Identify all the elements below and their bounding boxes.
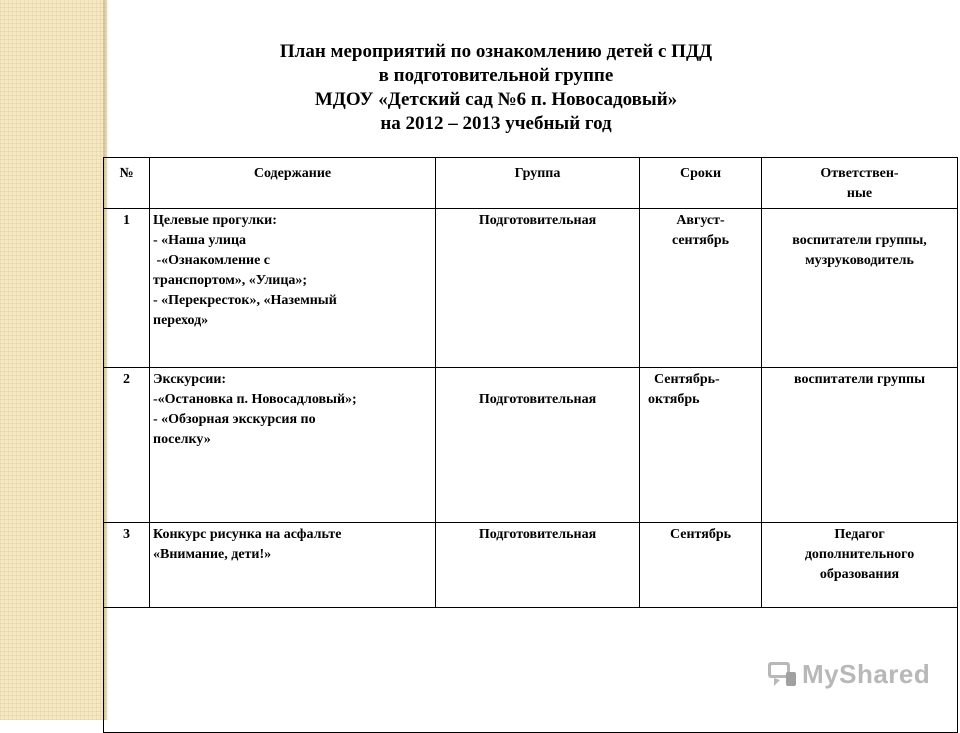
content-line: Экскурсии: (153, 372, 227, 387)
activities-table (103, 157, 958, 733)
header-group: Группа (436, 158, 640, 209)
table-row (104, 523, 958, 608)
row-timing (640, 368, 762, 523)
title-line-4: на 2012 – 2013 учебный год (380, 113, 612, 134)
row-group: Подготовительная (436, 368, 640, 523)
timing-line: Сентябрь- (654, 372, 720, 387)
header-responsible (762, 158, 958, 209)
row-timing (640, 209, 762, 368)
row-group: Подготовительная (436, 523, 640, 608)
row-timing (640, 523, 762, 608)
watermark-text: MyShared (802, 658, 931, 689)
content-line: - «Обзорная экскурсия по (153, 412, 316, 427)
content-line: -«Ознакомление с (153, 253, 271, 268)
document-title (107, 40, 885, 136)
timing-line: октябрь (648, 392, 700, 407)
row-responsible (762, 368, 958, 523)
content-line: поселку» (153, 432, 211, 447)
row-responsible (762, 523, 958, 608)
responsible-line: воспитатели группы, (792, 233, 927, 248)
table-row (104, 209, 958, 368)
myshared-watermark (766, 656, 930, 692)
content-line: «Внимание, дети!» (153, 547, 272, 562)
decorative-side-strip (0, 0, 107, 720)
row-content (150, 523, 436, 608)
header-number: № (104, 158, 150, 209)
content-line: переход» (153, 313, 209, 328)
table-row (104, 368, 958, 523)
content-line: Целевые прогулки: (153, 213, 277, 228)
responsible-line: дополнительного (804, 547, 915, 562)
row-content (150, 368, 436, 523)
content-line: - «Перекресток», «Наземный (153, 293, 337, 308)
content-line: Конкурс рисунка на асфальте (153, 527, 342, 542)
title-line-1: План мероприятий по ознакомлению детей с ПДД (279, 41, 713, 62)
title-line-3: МДОУ «Детский сад №6 п. Новосадовый» (314, 89, 678, 110)
row-number: 1 (104, 209, 150, 368)
responsible-line: образования (819, 567, 900, 582)
content-line: транспортом», «Улица»; (153, 273, 308, 288)
responsible-line: музруководитель (805, 253, 914, 268)
timing-line: Август- (676, 213, 725, 228)
header-responsible-line-1: Ответствен- (820, 166, 899, 181)
table-header-row (104, 158, 958, 209)
title-line-2: в подготовительной группе (378, 65, 614, 86)
content-line: -«Остановка п. Новосадловый»; (153, 392, 357, 407)
myshared-logo-icon (766, 658, 798, 690)
row-number: 2 (104, 368, 150, 523)
responsible-line: воспитатели группы (793, 372, 926, 387)
content-line: - «Наша улица (153, 233, 247, 248)
row-responsible (762, 209, 958, 368)
timing-line: Сентябрь (669, 527, 732, 542)
row-content (150, 209, 436, 368)
header-responsible-line-2: ные (846, 186, 873, 201)
row-group: Подготовительная (436, 209, 640, 368)
row-number: 3 (104, 523, 150, 608)
responsible-line: Педагог (834, 527, 885, 542)
header-content: Содержание (150, 158, 436, 209)
timing-line: сентябрь (671, 233, 730, 248)
header-timing: Сроки (640, 158, 762, 209)
